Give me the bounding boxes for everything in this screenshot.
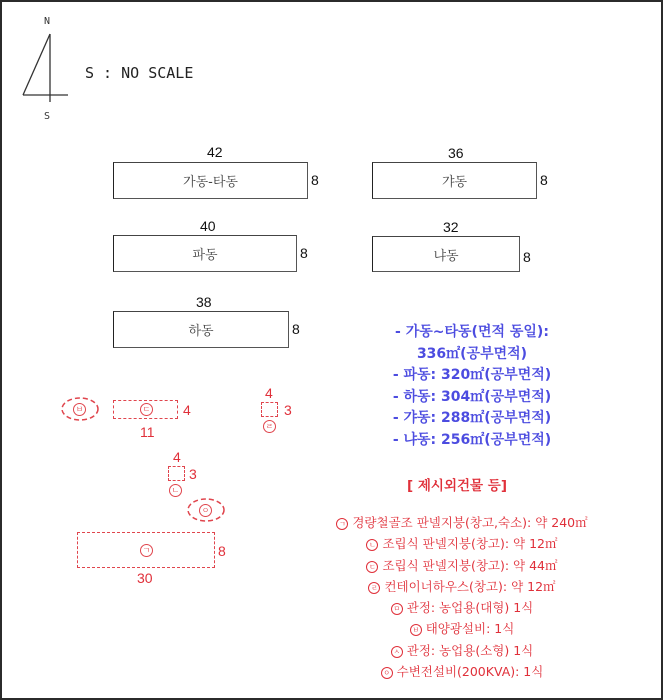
building-depth-label: 8 [523, 249, 531, 265]
annex-item [282, 555, 642, 576]
structure-nieun[interactable] [168, 466, 185, 481]
area-line: - 하동: 304㎡(공부면적) [392, 388, 552, 405]
north-arrow-icon [20, 32, 72, 102]
marker-rieul-icon: ㄹ [263, 420, 276, 433]
building-width-label: 42 [207, 144, 223, 160]
structure-depth-label: 4 [183, 402, 191, 418]
annex-item-text: 조립식 판넬지붕(창고): 약 12㎡ [382, 536, 558, 552]
area-line: - 파동: 320㎡(공부면적) [392, 367, 552, 383]
marker-digeut-icon: ㄷ [140, 403, 153, 416]
north-label: N [44, 16, 51, 27]
structure-depth-label: 3 [189, 466, 197, 482]
building-depth-label: 8 [540, 172, 548, 188]
building-name: 냐동 [433, 248, 459, 264]
area-line: - 냐동: 256㎡(공부면적) [392, 431, 552, 448]
building-ha[interactable] [113, 311, 289, 348]
structure-depth-label: 3 [284, 402, 292, 418]
marker-bieup-icon: ㅂ [73, 403, 86, 416]
marker-bieup-icon: ㅂ [410, 624, 422, 636]
annex-item-text: 컨테이너하우스(창고): 약 12㎡ [384, 578, 556, 594]
marker-ieung-icon: ㅇ [199, 504, 212, 517]
marker-ieung-icon: ㅇ [381, 667, 393, 679]
annex-title: [ 제시외건물 등] [407, 478, 507, 494]
building-gya[interactable] [372, 162, 537, 199]
annex-item [282, 640, 642, 661]
marker-giyeok-icon: ㄱ [336, 518, 348, 530]
marker-digeut-icon: ㄷ [366, 561, 378, 573]
building-name: 하동 [188, 324, 214, 339]
building-width-label: 32 [443, 219, 459, 235]
structure-rieul[interactable] [261, 402, 278, 417]
annex-item [282, 661, 642, 682]
annex-list [282, 512, 642, 682]
structure-width-label: 4 [265, 385, 273, 401]
marker-nieun-icon: ㄴ [169, 484, 182, 497]
south-label: S [44, 111, 51, 122]
building-name: 갸동 [441, 175, 468, 190]
structure-width-label: 30 [137, 570, 153, 586]
building-name: 파동 [192, 248, 218, 263]
building-depth-label: 8 [292, 321, 300, 337]
annex-item [282, 576, 642, 597]
scale-note: S : NO SCALE [85, 64, 194, 82]
annex-item-text: 경량철골조 판넬지붕(창고,숙소): 약 240㎡ [352, 515, 588, 530]
annex-item-text: 관정: 농업용(대형) 1식 [406, 600, 534, 616]
annex-item-text: 수변전설비(200KVA): 1식 [396, 664, 544, 680]
building-depth-label: 8 [311, 172, 319, 188]
area-summary [362, 322, 582, 451]
building-name: 가동-타동 [183, 175, 238, 190]
building-width-label: 40 [200, 218, 216, 234]
building-ga-ta[interactable] [113, 162, 308, 199]
annex-item [282, 597, 642, 618]
marker-mieum-icon: ㅁ [391, 603, 403, 615]
building-depth-label: 8 [300, 245, 308, 261]
building-width-label: 36 [448, 145, 464, 161]
annex-item-text: 태양광설비: 1식 [425, 621, 515, 637]
structure-depth-label: 8 [218, 543, 226, 559]
building-nya[interactable] [372, 236, 520, 272]
area-line: - 가동~타동(면적 동일): [395, 324, 549, 340]
marker-nieun-icon: ㄴ [366, 539, 378, 551]
annex-item [282, 512, 642, 533]
area-line: 336㎡(공부면적) [416, 345, 528, 362]
marker-rieul-icon: ㄹ [368, 582, 380, 594]
building-width-label: 38 [196, 294, 212, 310]
annex-item [282, 618, 642, 639]
annex-item [282, 533, 642, 554]
marker-siot-icon: ㅅ [391, 646, 403, 658]
area-line: - 갸동: 288㎡(공부면적) [392, 410, 552, 426]
structure-width-label: 4 [173, 449, 181, 465]
annex-item-text: 관정: 농업용(소형) 1식 [406, 642, 534, 658]
building-pa[interactable] [113, 235, 297, 272]
annex-item-text: 조립식 판넬지붕(창고): 약 44㎡ [382, 557, 558, 573]
structure-width-label: 11 [140, 424, 155, 440]
marker-giyeok-icon: ㄱ [140, 544, 153, 557]
